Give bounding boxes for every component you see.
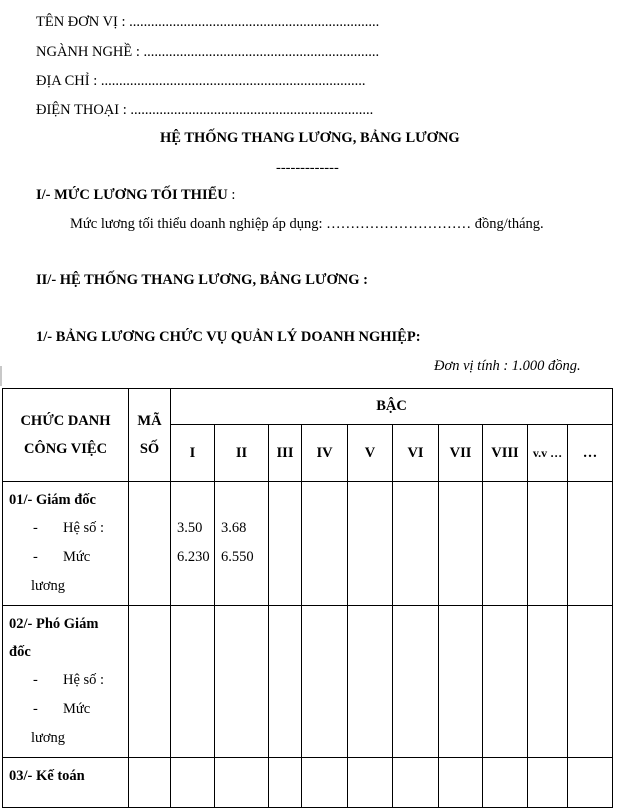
field-label: TÊN ĐƠN VỊ : <box>36 14 126 30</box>
grade-header: II <box>215 425 269 482</box>
col-header-code <box>129 389 171 482</box>
code-cell <box>129 606 171 758</box>
field-industry <box>36 44 379 61</box>
table-row <box>3 482 613 606</box>
sub-label: Mức lương <box>31 701 91 746</box>
grade-cell <box>171 606 215 758</box>
field-dots: ......................................................................... <box>100 73 366 89</box>
grade-cell <box>348 606 393 758</box>
grade-cell <box>302 482 348 606</box>
sub-row <box>9 543 122 601</box>
grade-cell <box>348 482 393 606</box>
coefficient-value: 3.50 <box>177 520 203 536</box>
grade-cell <box>439 482 483 606</box>
dash: - <box>33 672 38 688</box>
code-cell <box>129 758 171 808</box>
grade-cell <box>439 758 483 808</box>
grade-cell <box>483 606 528 758</box>
grade-header: IV <box>302 425 348 482</box>
field-dots: ................................................................... <box>130 102 374 118</box>
grade-cell <box>393 606 439 758</box>
field-phone <box>36 102 373 119</box>
grade-cell <box>269 758 302 808</box>
section-2-heading: II/- HỆ THỐNG THANG LƯƠNG, BẢNG LƯƠNG : <box>36 272 368 288</box>
table-row <box>3 606 613 758</box>
grade-cell <box>171 758 215 808</box>
sub-label: Mức lương <box>31 549 91 594</box>
salary-table <box>2 388 613 808</box>
field-label: NGÀNH NGHỀ : <box>36 44 140 60</box>
job-title: 02/- Phó Giám đốc <box>9 616 99 660</box>
grade-header: v.v … <box>528 425 568 482</box>
job-title: 01/- Giám đốc <box>9 492 96 508</box>
dash: - <box>33 520 38 536</box>
sub-label: Hệ số : <box>63 520 105 536</box>
grade-cell <box>348 758 393 808</box>
sub-label: Hệ số : <box>63 672 105 688</box>
grade-cell <box>215 758 269 808</box>
grade-cell <box>302 758 348 808</box>
document-title: HỆ THỐNG THANG LƯƠNG, BẢNG LƯƠNG <box>160 130 460 146</box>
job-cell <box>3 482 129 606</box>
field-address <box>36 73 365 90</box>
grade-header: III <box>269 425 302 482</box>
grade-cell <box>568 482 613 606</box>
minimum-wage-line: Mức lương tối thiểu doanh nghiệp áp dụng: ………………………… đồng/tháng. <box>70 216 544 232</box>
col-header-code-line2: SỐ <box>139 441 160 457</box>
grade-header: I <box>171 425 215 482</box>
dash: - <box>33 549 38 565</box>
dash: - <box>33 701 38 717</box>
grade-cell <box>528 482 568 606</box>
col-header-grade-group: BẬC <box>171 389 613 425</box>
code-cell <box>129 482 171 606</box>
grade-cell <box>568 606 613 758</box>
sub-row <box>9 666 122 695</box>
col-header-job-line1: CHỨC DANH <box>20 413 111 429</box>
grade-cell <box>393 758 439 808</box>
table-row <box>3 758 613 808</box>
job-title: 03/- Kế toán <box>9 768 85 784</box>
subsection-1-heading: 1/- BẢNG LƯƠNG CHỨC VỤ QUẢN LÝ DOANH NGHIỆP: <box>36 329 421 345</box>
unit-note: Đơn vị tính : 1.000 đồng. <box>434 358 581 374</box>
field-label: ĐIỆN THOẠI : <box>36 102 127 118</box>
grade-cell <box>483 758 528 808</box>
grade-cell <box>483 482 528 606</box>
grade-cell <box>568 758 613 808</box>
section-1-heading-suffix: : <box>227 187 236 203</box>
grade-cell <box>528 606 568 758</box>
grade-cell <box>528 758 568 808</box>
grade-header: V <box>348 425 393 482</box>
job-cell <box>3 758 129 808</box>
sub-row <box>9 514 122 543</box>
job-cell <box>3 606 129 758</box>
field-dots: ..................................................................... <box>129 14 380 30</box>
salary-value: 6.550 <box>221 549 254 565</box>
grade-cell <box>302 606 348 758</box>
grade-header: VII <box>439 425 483 482</box>
grade-header: VIII <box>483 425 528 482</box>
col-header-job-line2: CÔNG VIỆC <box>23 441 108 457</box>
field-label: ĐỊA CHỈ : <box>36 73 98 89</box>
grade-header: VI <box>393 425 439 482</box>
grade-cell <box>215 482 269 606</box>
section-1-heading-text: I/- MỨC LƯƠNG TỐI THIỂU <box>36 187 228 203</box>
grade-cell <box>171 482 215 606</box>
grade-cell <box>269 482 302 606</box>
section-1-heading <box>36 187 235 204</box>
grade-cell <box>269 606 302 758</box>
field-dots: ................................................................. <box>143 44 380 60</box>
grade-header: … <box>568 425 613 482</box>
grade-cell <box>215 606 269 758</box>
col-header-job <box>3 389 129 482</box>
salary-value: 6.230 <box>177 549 210 565</box>
sub-row <box>9 695 122 753</box>
coefficient-value: 3.68 <box>221 520 247 536</box>
text-cursor-marker <box>0 366 2 386</box>
field-unit-name <box>36 14 379 31</box>
grade-cell <box>393 482 439 606</box>
grade-cell <box>439 606 483 758</box>
title-rule: ------------- <box>276 160 339 176</box>
col-header-code-line1: MÃ <box>137 413 162 429</box>
